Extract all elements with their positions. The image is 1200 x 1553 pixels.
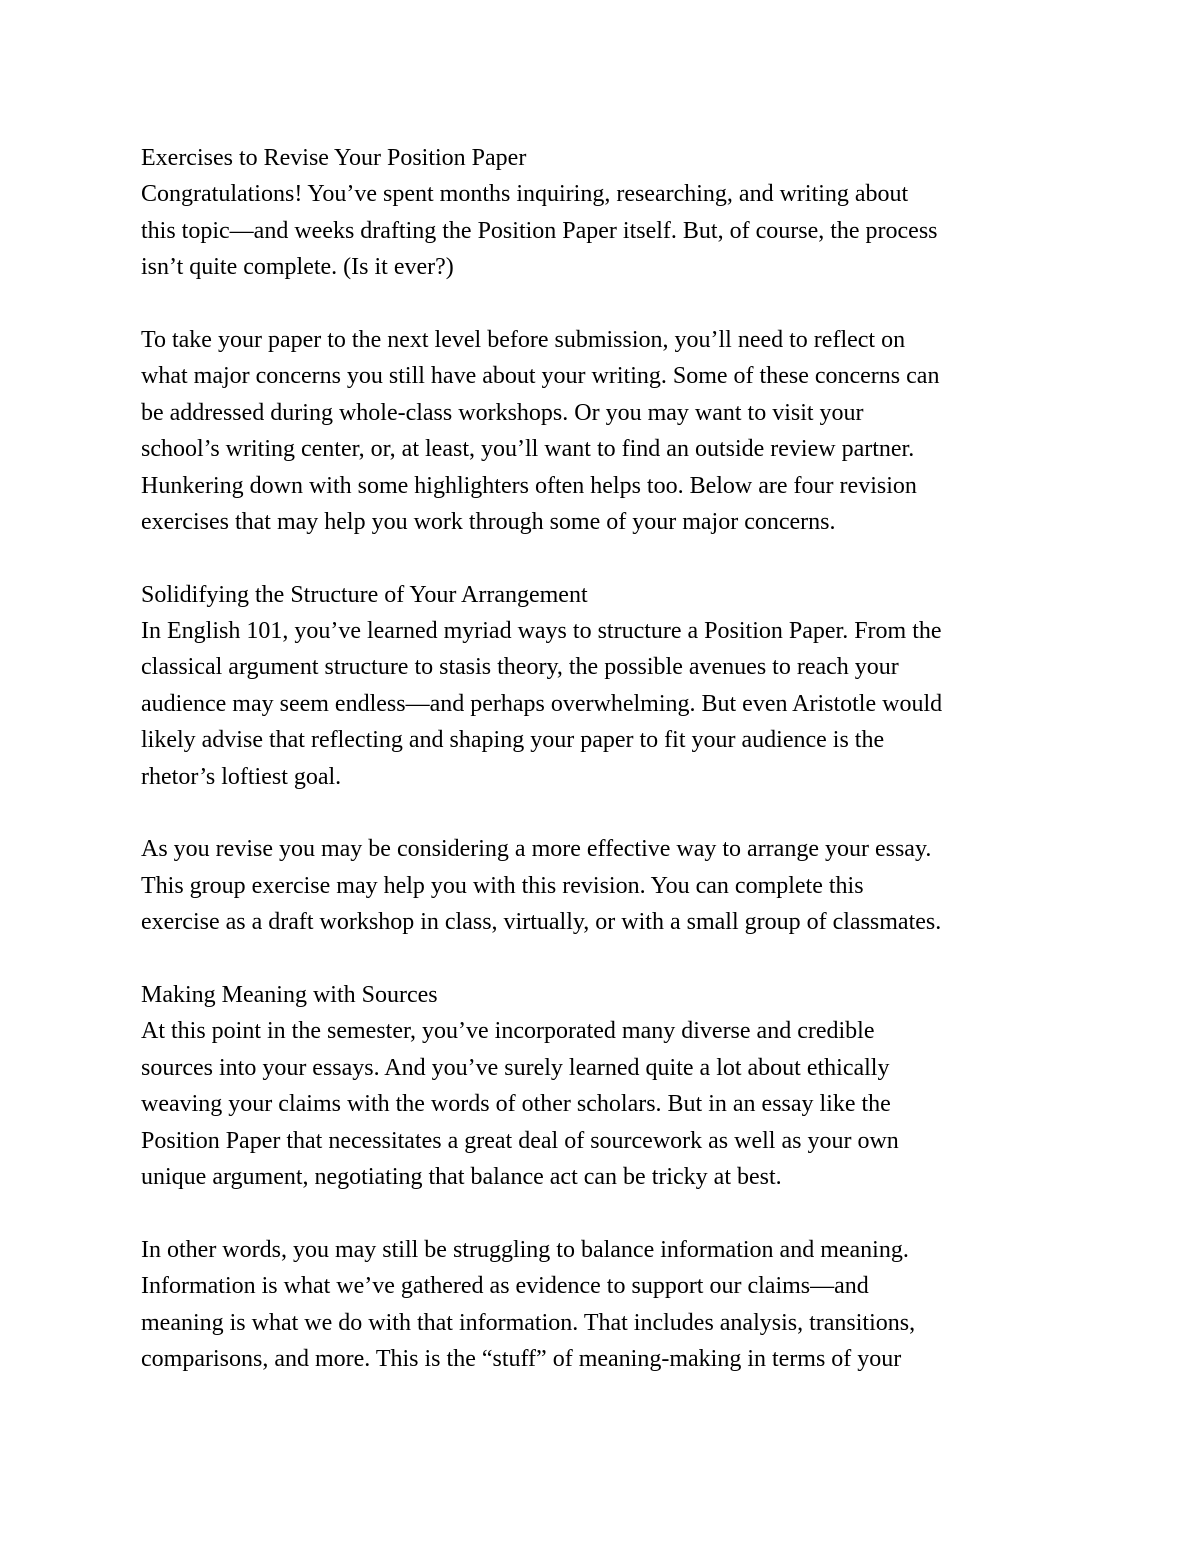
paragraph <box>141 322 1076 540</box>
section-heading <box>141 140 1076 176</box>
section-heading <box>141 577 1076 613</box>
document-page <box>141 140 1076 1377</box>
paragraph-gap <box>141 1195 1076 1231</box>
paragraph-gap <box>141 941 1076 977</box>
section-heading <box>141 977 1076 1013</box>
paragraph-line: To take your paper to the next level before submission, you’ll need to reflect on <box>141 326 906 353</box>
paragraph-line: This group exercise may help you with this revision. You can complete this <box>141 872 864 899</box>
paragraph-line: this topic—and weeks drafting the Position Paper itself. But, of course, the process <box>141 217 938 244</box>
paragraph-line: Position Paper that necessitates a great deal of sourcework as well as your own <box>141 1127 899 1154</box>
paragraph-line: As you revise you may be considering a more effective way to arrange your essay. <box>141 836 932 863</box>
paragraph-line: rhetor’s loftiest goal. <box>141 763 342 790</box>
paragraph-line: school’s writing center, or, at least, you’ll want to find an outside review partner. <box>141 436 915 463</box>
paragraph-line: Hunkering down with some highlighters often helps too. Below are four revision <box>141 472 917 499</box>
paragraph <box>141 613 1076 795</box>
paragraph-line: what major concerns you still have about your writing. Some of these concerns can <box>141 363 940 390</box>
paragraph-line: Congratulations! You’ve spent months inquiring, researching, and writing about <box>141 181 909 208</box>
heading-line: Solidifying the Structure of Your Arrangement <box>141 581 588 608</box>
paragraph-line: At this point in the semester, you’ve incorporated many diverse and credible <box>141 1018 875 1045</box>
paragraph-line: audience may seem endless—and perhaps overwhelming. But even Aristotle would <box>141 690 943 717</box>
paragraph-gap <box>141 795 1076 831</box>
paragraph-line: sources into your essays. And you’ve surely learned quite a lot about ethically <box>141 1054 890 1081</box>
paragraph-line: classical argument structure to stasis theory, the possible avenues to reach your <box>141 654 899 681</box>
heading-line: Exercises to Revise Your Position Paper <box>141 145 527 171</box>
paragraph-gap <box>141 540 1076 576</box>
paragraph-line: weaving your claims with the words of other scholars. But in an essay like the <box>141 1091 891 1118</box>
paragraph-line: exercise as a draft workshop in class, virtually, or with a small group of classmates. <box>141 909 942 936</box>
paragraph-line: exercises that may help you work through some of your major concerns. <box>141 508 836 535</box>
paragraph-gap <box>141 286 1076 322</box>
paragraph-line: be addressed during whole-class workshops. Or you may want to visit your <box>141 399 864 426</box>
paragraph-line: Information is what we’ve gathered as evidence to support our claims—and <box>141 1273 869 1300</box>
heading-line: Making Meaning with Sources <box>141 981 438 1008</box>
paragraph-line: unique argument, negotiating that balance act can be tricky at best. <box>141 1163 782 1190</box>
paragraph <box>141 176 1076 285</box>
paragraph-line: likely advise that reflecting and shaping your paper to fit your audience is the <box>141 727 885 754</box>
paragraph <box>141 831 1076 940</box>
paragraph-line: In other words, you may still be struggling to balance information and meaning. <box>141 1236 909 1263</box>
paragraph <box>141 1013 1076 1195</box>
paragraph-line: In English 101, you’ve learned myriad ways to structure a Position Paper. From the <box>141 618 942 645</box>
paragraph <box>141 1232 1076 1378</box>
paragraph-line: isn’t quite complete. (Is it ever?) <box>141 254 454 281</box>
paragraph-line: comparisons, and more. This is the “stuff” of meaning-making in terms of your <box>141 1345 902 1372</box>
paragraph-line: meaning is what we do with that information. That includes analysis, transitions, <box>141 1309 916 1336</box>
